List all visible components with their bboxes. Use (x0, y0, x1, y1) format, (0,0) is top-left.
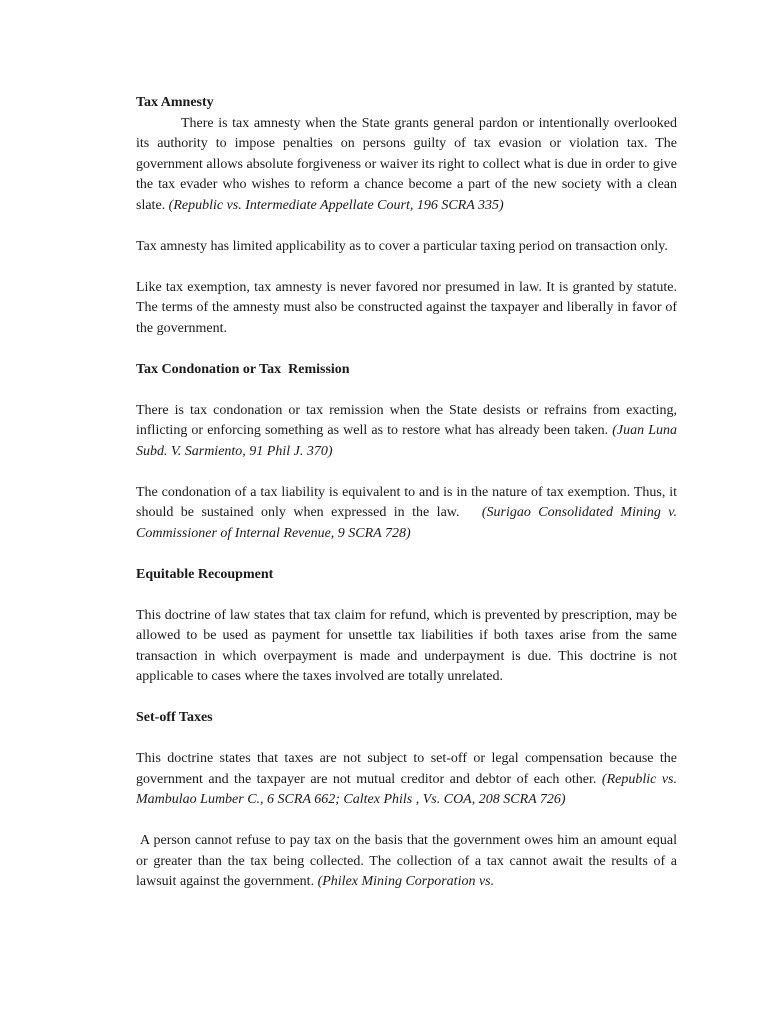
heading-set-off-taxes: Set-off Taxes (136, 710, 213, 725)
paragraph-recoupment-doctrine: This doctrine of law states that tax claim for refund, which is prevented by prescription, may be allowed to be used as payment for unsettle tax liabilities if both taxes arise from the same transaction in which overpayment is made and underpayment is due. This doctrine is not applicable to cases where the taxes involved are totally unrelated. (136, 607, 677, 684)
condonation-exemption-citation: (Surigao Consolidated Mining v. Commissioner of Internal Revenue, 9 SCRA 728) (136, 505, 677, 541)
heading-tax-condonation: Tax Condonation or Tax Remission (136, 361, 350, 377)
setoff-refusal-text: A person cannot refuse to pay tax on the basis that the government owes him an amount equal or greater than the tax being collected. The collection of a tax cannot await the results of a lawsuit against the government. (136, 833, 677, 889)
condonation-definition-text: There is tax condonation or tax remission when the State desists or refrains from exacting, inflicting or enforcing something as well as to restore what has already been taken. (136, 402, 677, 438)
setoff-doctrine-citation: (Republic vs. Mambulao Lumber C., 6 SCRA 662; Caltex Phils , Vs. COA, 208 SCRA 726) (136, 771, 677, 807)
setoff-doctrine-text: This doctrine states that taxes are not subject to set-off or legal compensation because the government and the taxpayer are not mutual creditor and debtor of each other. (136, 751, 677, 787)
condonation-definition-citation: (Juan Luna Subd. V. Sarmiento, 91 Phil J. 370) (136, 423, 677, 459)
amnesty-definition-citation: (Republic vs. Intermediate Appellate Court, 196 SCRA 335) (168, 197, 504, 213)
condonation-exemption-text: The condonation of a tax liability is equivalent to and is in the nature of tax exemption. Thus, it should be sustained only when expressed in the law. (136, 484, 677, 520)
heading-tax-amnesty: Tax Amnesty (136, 95, 214, 110)
paragraph-amnesty-not-favored: Like tax exemption, tax amnesty is never favored nor presumed in law. It is granted by statute. The terms of the amnesty must also be constructed against the taxpayer and liberally in favor of the government. (136, 279, 677, 336)
document-body (136, 93, 677, 893)
paragraph-setoff-refusal (136, 831, 677, 893)
paragraph-condonation-definition (136, 401, 677, 463)
paragraph-amnesty-definition (136, 114, 677, 217)
amnesty-definition-text: There is tax amnesty when the State grants general pardon or intentionally overlooked its authority to impose penalties on persons guilty of tax evasion or violation tax. The government allows absolute forgiveness or waiver its right to collect what is due in order to give the tax evader who wishes to reform a chance become a part of the new society with a clean slate. (136, 115, 677, 213)
paragraph-condonation-exemption (136, 483, 677, 545)
paragraph-setoff-doctrine (136, 749, 677, 811)
heading-equitable-recoupment: Equitable Recoupment (136, 566, 274, 582)
paragraph-amnesty-applicability: Tax amnesty has limited applicability as to cover a particular taxing period on transaction only. (136, 238, 668, 254)
setoff-refusal-citation: (Philex Mining Corporation vs. (317, 874, 495, 889)
